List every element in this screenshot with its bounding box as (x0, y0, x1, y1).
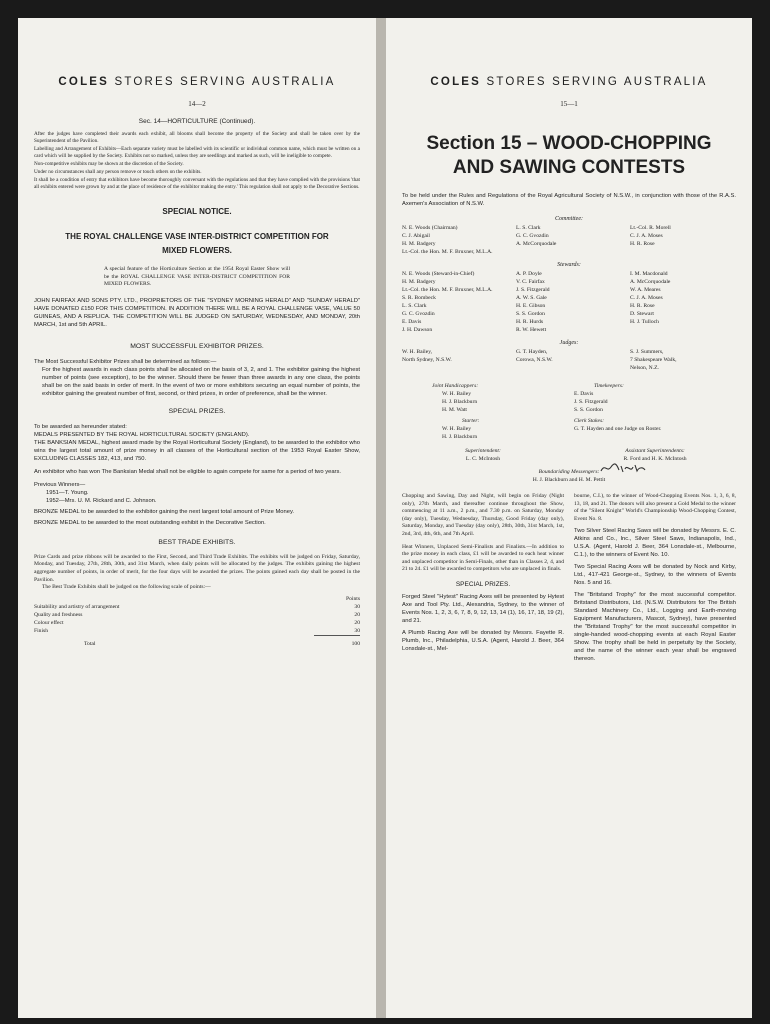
handicappers-label: Joint Handicappers: (432, 383, 479, 389)
committee-member: Lt.-Col. R. Morell (630, 225, 671, 231)
nock-kirby-paragraph: Two Special Racing Axes will be donated by Nock and Kirby, Ltd., 417-421 George-st., Sydney, to the winners of Events Nos. 5 and 16. (574, 564, 736, 587)
judges-label: Judges: (559, 340, 579, 346)
assistants-label: Assistant Superintendents: (625, 448, 685, 454)
steward: J. H. Dawson (402, 327, 433, 333)
schedule-paragraph: Chopping and Sawing, Day and Night, will begin on Friday (Night only), 27th March, and thereafter continue throughout the Show, commencing at 11 a.m., 2 p.m., and 7.30 p.m. on Saturday, Monday (day only), Tuesday, Wednesday, Thursday, Good Friday (day only), Saturday, Monday, and Tuesday (day only), 28th, 30th, 31st March, 1st, 2nd, 3rd, 4th, 6th, and 7th April. (402, 493, 564, 537)
steward: E. Davis (402, 319, 422, 325)
steward: G. C. Gvozdin (402, 311, 435, 317)
intro-paragraph: Non-competitive exhibits may be shown at the discretion of the Society. (34, 161, 184, 167)
running-header (18, 76, 376, 88)
handicapper: W. H. Bailey (442, 391, 472, 397)
section-subtitle: Sec. 14—HORTICULTURE (Continued). (138, 118, 256, 125)
steward: R. W. Hewett (516, 327, 547, 333)
points-label: Quality and freshness (34, 611, 83, 618)
boundary-riders: H. J. Blackburn and H. M. Pettit (532, 477, 606, 483)
steel-saws-paragraph: Two Silver Steel Racing Saws will be donated by Messrs. E. C. Atkins and Co., Inc., Silver Steel Saws, Indianapolis, Ind., U.S.A. (Agent, Harold J. Beer, 364 Lonsdale-st., Melbourne, C.1.), to the winners of Event No. 10. (574, 528, 736, 559)
judges-list (402, 348, 736, 372)
vase-paragraph: A special feature of the Horticulture Section at the 1954 Royal Easter Show will be the ROYAL CHALLENGE VASE INTER-DISTRICT COMPETITION FOR MIXED FLOWERS. (104, 266, 290, 288)
judge: S. J. Summers, (630, 349, 664, 355)
officials-block (402, 382, 736, 441)
steward: H. J. Tulloch (630, 319, 659, 325)
judge-location: North Sydney, N.S.W. (402, 357, 452, 363)
steward: N. E. Woods (Steward-in-Chief) (402, 271, 475, 277)
points-label: Colour effect (34, 619, 64, 626)
medals-line: MEDALS PRESENTED BY THE ROYAL HORTICULTURAL SOCIETY (ENGLAND). (34, 431, 250, 438)
best-trade-heading: BEST TRADE EXHIBITS. (158, 538, 236, 546)
header-brand: COLES (58, 76, 110, 88)
stewards-label: Stewards: (557, 262, 581, 268)
clerk: G. T. Hayden and one Judge on Roster. (574, 426, 662, 432)
header-tagline: STORES SERVING AUSTRALIA (114, 76, 336, 88)
body-columns (402, 493, 736, 663)
handwritten-signature (599, 461, 647, 475)
table-row (34, 619, 360, 627)
points-header-row (34, 595, 360, 603)
awarded-line: To be awarded as hereunder stated: (34, 423, 127, 430)
steward: C. J. A. Moses (630, 295, 663, 301)
timekeeper: S. S. Gordon (574, 407, 603, 413)
steward: H. R. Rose (630, 303, 655, 309)
steward: A. P. Doyle (516, 271, 542, 277)
left-page (18, 18, 376, 1018)
committee-member: Lt.-Col. the Hon. M. F. Bruxner, M.L.A. (402, 249, 493, 255)
banksian-paragraph: THE BANKSIAN MEDAL, highest award made by the Royal Horticultural Society (England), to be awarded to the exhibitor who wins the largest total amount of prize money in all classes of the Horticultural section of the 1953 Royal Easter Show, EXCLUDING CLASSES 182, 413, and 750. (34, 439, 360, 462)
steward: W. A. Meares (630, 287, 661, 293)
committee-member: C. J. Abigail (402, 233, 430, 239)
steward: D. Stewart (630, 311, 654, 317)
committee-member: N. E. Woods (Chairman) (402, 225, 458, 231)
starter: H. J. Blackburn (442, 434, 478, 440)
section-title-line1: Section 15 – WOOD-CHOPPING (426, 133, 712, 154)
special-prizes-heading: SPECIAL PRIZES. (455, 580, 511, 588)
committee-member: A. McCorquodale (516, 241, 557, 247)
handicappers-column (432, 382, 564, 441)
previous-winners-label: Previous Winners— (34, 481, 86, 488)
committee-label: Committee: (555, 216, 583, 222)
points-label: Finish (34, 628, 48, 634)
forged-steel-paragraph: Forged Steel "Hytest" Racing Axes will be presented by Hytest Axe and Tool Pty. Ltd., Alexandria, Sydney, to the winner of Events Nos. 1, 2, 3, 6, 7, 8, 9, 12, 13, 14 (1), 16, 17, 18, 19 (2), and 21. (402, 593, 564, 624)
clerk-label: Clerk Stakes: (574, 418, 604, 424)
special-notice-heading: SPECIAL NOTICE. (162, 207, 232, 216)
committee-member: H. M. Badgery (402, 241, 436, 247)
intro-paragraph: Labelling and Arrangement of Exhibits—Each separate variety must be labelled with its scientific or individual common name, which must be written on a card which will be supplied by the Society. Exhibits not so marked, unless they are seedlings and marked as such, will be ineligible to compete. (34, 146, 360, 159)
superintendent: L. C. McIntosh (465, 456, 501, 462)
steward: Lt.-Col. the Hon. M. F. Bruxner, M.L.A. (402, 287, 493, 293)
superintendent-label: Superintendent: (465, 448, 501, 454)
points-header: Points (346, 595, 360, 602)
table-row (34, 603, 360, 611)
bronze-medal-1: BRONZE MEDAL to be awarded to the exhibitor gaining the next largest total amount of Prize Money. (34, 508, 295, 515)
timekeeper: E. Davis (574, 391, 594, 397)
most-successful-heading: MOST SUCCESSFUL EXHIBITOR PRIZES. (130, 342, 264, 350)
steward: H. M. Badgery (402, 279, 436, 285)
judge-location: Nelson, N.Z. (630, 365, 659, 371)
book-spine (376, 18, 386, 1018)
bronze-medal-2: BRONZE MEDAL to be awarded to the most outstanding exhibit in the Decorative Section. (34, 519, 266, 526)
boundary-label: Boundariding Messengers: (538, 469, 600, 475)
steward: A. McCorquodale (630, 279, 671, 285)
judge: G. T. Hayden, (516, 349, 548, 355)
total-value: 100 (314, 635, 360, 648)
previous-winner: 1952—Mrs. U. M. Rickard and C. Johnson. (46, 497, 157, 504)
judge: W. H. Bailey, (402, 349, 433, 355)
stewards-list (402, 270, 736, 334)
starter: W. H. Bailey (442, 426, 472, 432)
most-successful-lead: The Most Successful Exhibitor Prizes shall be determined as follows:— (34, 358, 217, 365)
timekeepers-label: Timekeepers: (594, 383, 624, 389)
intro-paragraph: After the judges have completed their awards each exhibit, all blooms shall become the property of the Society and shall be taken over by the Superintendent of the Pavilion. (34, 131, 360, 144)
gold-medal-paragraph: bourne, C.I.), to the winner of Wood-Chopping Events Nos. 1, 3, 6, 8, 13, 18, and 21. The donors will also present a Gold Medal to the winner of the "Silent Knight" World's Championship Wood-Chopping Contest, Event No. 8. (574, 493, 736, 522)
header-brand: COLES (430, 76, 482, 88)
handicapper: H. J. Blackburn (442, 399, 478, 405)
body-left-column (402, 493, 564, 663)
steward: H. E. Gibson (516, 303, 546, 309)
section-intro: To be held under the Rules and Regulations of the Royal Agricultural Society of N.S.W., in conjunction with those of the R.A.S. Axemen's Association of N.S.W. (402, 193, 736, 207)
right-page (386, 18, 752, 1018)
scale-intro: The Best Trade Exhibits shall be judged on the following scale of points:— (42, 584, 211, 591)
steward: L. S. Clark (402, 303, 427, 309)
committee-member: L. S. Clark (516, 225, 541, 231)
section-title-line2: AND SAWING CONTESTS (452, 157, 686, 178)
assistants: R. Ford and H. K. McIntosh (623, 456, 687, 462)
superintendents-block (402, 447, 736, 463)
steward: A. W. S. Gale (516, 295, 547, 301)
points-label: Suitability and artistry of arrangement (34, 603, 120, 610)
points-value: 30 (354, 627, 360, 634)
britstand-paragraph: The "Britstand Trophy" for the most successful competitor. Britstand Distributors, Ltd. (N.S.W. Distributors for The British Standard Machinery Co., Ltd., Logging and Earth-moving Equipment Manufacturers, Mascot, Sydney), have presented the "Britstand Trophy" for the most successful competitor in single-handed wood-chopping events at each Royal Easter Show. The trophy shall be held in perpetuity by the Society, and the name of the winner each year shall be engraved thereon. (574, 592, 736, 663)
page-number: 15—1 (560, 100, 578, 108)
running-header (386, 76, 752, 88)
special-prizes-heading: SPECIAL PRIZES. (168, 407, 226, 415)
vase-title: THE ROYAL CHALLENGE VASE INTER-DISTRICT COMPETITION FOR MIXED FLOWERS. (65, 232, 329, 255)
total-row (34, 635, 360, 648)
header-tagline: STORES SERVING AUSTRALIA (486, 76, 708, 88)
starter-label: Starter: (462, 418, 480, 424)
steward: V. C. Fairfax (516, 279, 545, 285)
fairfax-paragraph: JOHN FAIRFAX AND SONS PTY. LTD., PROPRIETORS OF THE "SYDNEY MORNING HERALD" AND "SUNDAY HERALD" HAVE DONATED £150 FOR THIS COMPETITION. IN ADDITION THERE WILL BE A ROYAL CHALLENGE VASE, VALUE 50 GUINEAS, AND A REPLICA. THE COMPETITION WILL BE JUDGED ON SATURDAY, WEDNESDAY, AND MONDAY, 20th MARCH, 1st and 5th APRIL. (34, 297, 360, 328)
plumb-paragraph: A Plumb Racing Axe will be donated by Messrs. Fayette R. Plumb, Inc., Philadelphia, U.S.A. (Agent, Harold J. Beer, 364 Lonsdale-st., Mel- (402, 629, 564, 652)
timekeeper: J. S. Fitzgerald (574, 399, 608, 405)
steward: S. R. Bombeck (402, 295, 436, 301)
eligibility-paragraph: An exhibitor who has won The Banksian Medal shall not be eligible to again compete for same for a period of two years. (34, 468, 341, 475)
points-value: 30 (354, 603, 360, 610)
committee-member: C. J. A. Moses (630, 233, 663, 239)
intro-paragraph: It shall be a condition of entry that exhibitors have become thoroughly conversant with the regulations and that they have complied with the provisions 'that all exhibits entered were grown by and at the place of residence of the exhibitor making the entry.' This regulation shall not apply to the Decorative Sections. (34, 177, 360, 190)
points-value: 20 (354, 611, 360, 618)
body-right-column (574, 493, 736, 663)
points-table (34, 595, 360, 648)
heat-winners-paragraph: Heat Winners, Unplaced Semi-Finalists and Finalists.—In addition to the prize money in each class, £1 will be awarded to each heat winner and unplaced competitor in Semi-Finals, other than in Classes 2, 4, and 21 to 24. £1 will be awarded to competitors who are unplaced in finals. (402, 543, 564, 573)
steward: I. M. Macdonald (630, 271, 668, 277)
table-row (34, 611, 360, 619)
points-value: 20 (354, 619, 360, 626)
committee-list (402, 224, 736, 256)
superintendent-column (402, 447, 564, 463)
most-successful-paragraph: For the highest awards in each class points shall be allocated on the basis of 3, 2, and 1. The exhibitor gaining the highest number of points (see exception), to be the winner. Should there be fewer than three awards in any one class, the points shall be on the said basis in order of merit. In the event of two or more exhibitors securing an equal number of points, the exhibitor gaining the greatest number of first, second, or third prizes, in order of preference, shall be the winner. (42, 366, 360, 397)
timekeepers-column (574, 382, 706, 441)
judge-location: Corowa, N.S.W. (516, 357, 553, 363)
judge-location: 7 Shakespeare Walk, (630, 357, 677, 363)
total-label: Total (84, 640, 96, 647)
committee-member: G. C. Gvozdin (516, 233, 549, 239)
previous-winner: 1951—T. Young. (46, 489, 89, 496)
table-row (34, 627, 360, 636)
committee-member: H. R. Rose (630, 241, 655, 247)
page-number: 14—2 (188, 100, 206, 108)
steward: H. R. Hurds (516, 319, 544, 325)
intro-paragraph: Under no circumstances shall any person remove or touch others on the exhibits. (34, 169, 202, 175)
best-trade-paragraph: Prize Cards and prize ribbons will be awarded to the First, Second, and Third Trade Exhibits. The exhibits will be judged on Friday, Saturday, Monday, and Tuesday, 27th, 28th, 30th, and 31st March, when daily points will be allocated by the judges. The exhibits gaining the highest aggregate number of points, in order of merit, for the four days will be awarded the prizes. The points gained each day shall be posted in the Pavilion. (34, 553, 360, 583)
handicapper: H. M. Watt (442, 407, 467, 413)
steward: J. S. Fitzgerald (516, 287, 550, 293)
steward: S. S. Gordon (516, 311, 545, 317)
